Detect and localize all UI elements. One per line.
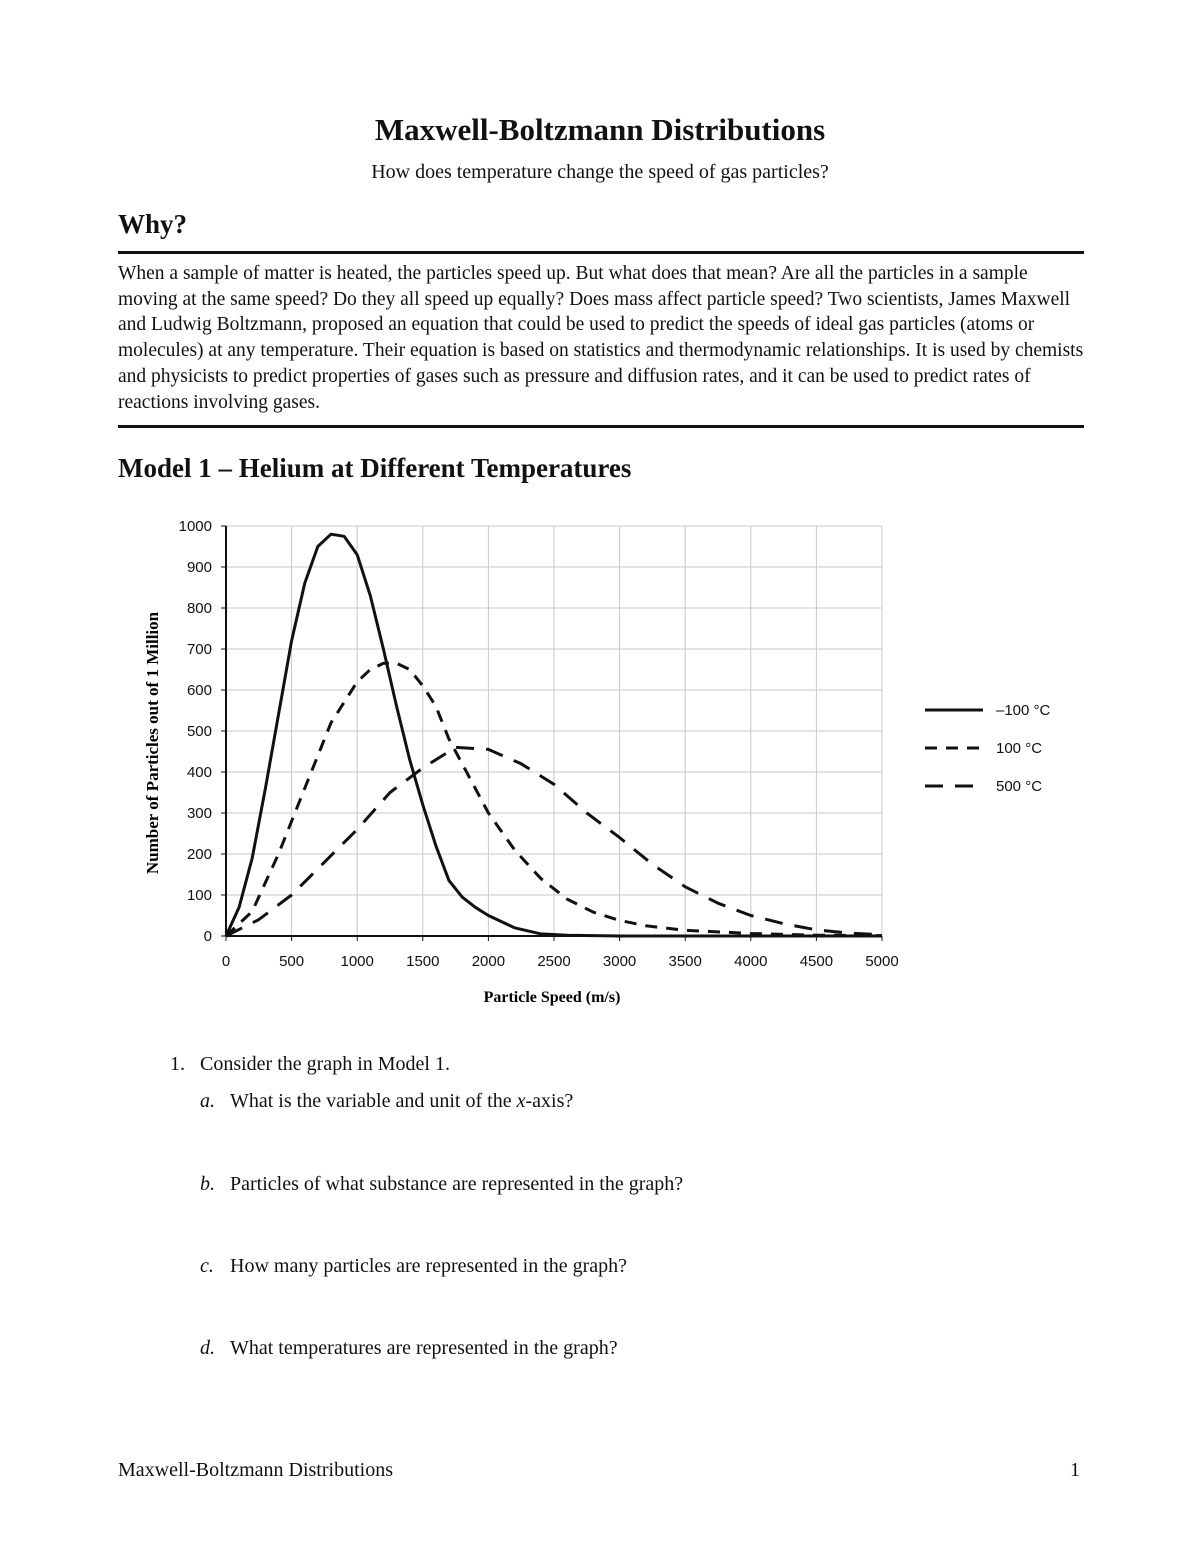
question-1c	[200, 1255, 627, 1278]
chart-grid	[226, 526, 882, 936]
y-tick-label: 700	[186, 641, 212, 658]
question-1a	[200, 1090, 573, 1113]
legend-label-2: 500 °C	[996, 778, 1043, 795]
question-letter: c.	[200, 1255, 214, 1277]
x-tick-label: 5000	[865, 953, 899, 970]
y-tick-label: 400	[186, 764, 212, 781]
question-text: What temperatures are represented in the graph?	[230, 1337, 618, 1359]
question-1b	[200, 1173, 683, 1196]
question-number: 1.	[170, 1053, 185, 1075]
y-tick-label: 300	[186, 805, 212, 822]
page-subtitle: How does temperature change the speed of gas particles?	[371, 161, 829, 183]
chart-ticks	[179, 518, 899, 970]
question-text: How many particles are represented in the graph?	[230, 1255, 628, 1277]
why-paragraph: When a sample of matter is heated, the particles speed up. But what does that mean? Are all the particles in a sample moving at the same speed? Do they all speed up equally? Does mass affect particle speed? Two scientists, James Maxwell and Ludwig Boltzmann, proposed an equation that could be used to predict the speeds of ideal gas particles (atoms or molecules) at any temperature. Their equation is based on statistics and thermodynamic relationships. It is used by chemists and physicists to predict properties of gases such as pressure and diffusion rates, and it can be used to predict rates of reactions involving gases.	[118, 263, 1084, 413]
legend-label-1: 100 °C	[996, 740, 1043, 757]
question-text: What is the variable and unit of the	[230, 1090, 517, 1112]
footer-title: Maxwell-Boltzmann Distributions	[118, 1459, 393, 1481]
divider-top	[118, 251, 1084, 254]
x-tick-label: 2000	[471, 953, 506, 970]
question-italic: x	[516, 1090, 526, 1112]
chart-legend	[925, 702, 1051, 795]
x-tick-label: 4500	[799, 953, 834, 970]
y-tick-label: 200	[186, 846, 212, 863]
legend-label-0: –100 °C	[996, 702, 1051, 719]
question-1d	[200, 1337, 618, 1360]
page-number: 1	[1070, 1459, 1080, 1481]
page-title: Maxwell-Boltzmann Distributions	[374, 112, 826, 147]
x-tick-label: 0	[221, 953, 231, 970]
y-tick-label: 500	[186, 723, 212, 740]
y-tick-label: 600	[186, 682, 212, 699]
y-tick-label: 900	[186, 559, 212, 576]
x-tick-label: 2500	[537, 953, 571, 970]
x-axis-label: Particle Speed (m/s)	[483, 989, 621, 1006]
question-text: Consider the graph in Model 1.	[200, 1053, 450, 1075]
question-1	[170, 1053, 450, 1076]
x-tick-label: 3500	[668, 953, 702, 970]
why-heading: Why?	[118, 209, 188, 239]
x-tick-label: 500	[279, 953, 305, 970]
y-tick-label: 1000	[178, 518, 212, 535]
question-letter: d.	[200, 1337, 215, 1359]
question-text: -axis?	[525, 1090, 574, 1112]
x-tick-label: 1500	[406, 953, 440, 970]
x-tick-label: 1000	[340, 953, 374, 970]
x-tick-label: 3000	[602, 953, 637, 970]
distribution-chart	[130, 505, 1070, 1015]
question-letter: b.	[200, 1173, 215, 1195]
y-tick-label: 800	[186, 600, 212, 617]
x-tick-label: 4000	[734, 953, 768, 970]
y-tick-label: 0	[203, 928, 212, 945]
divider-bottom	[118, 425, 1084, 428]
question-letter: a.	[200, 1090, 215, 1112]
question-text: Particles of what substance are represented in the graph?	[230, 1173, 684, 1195]
model-heading: Model 1 – Helium at Different Temperatures	[118, 453, 632, 483]
y-axis-label: Number of Particles out of 1 Million	[143, 611, 162, 875]
y-tick-label: 100	[186, 887, 212, 904]
